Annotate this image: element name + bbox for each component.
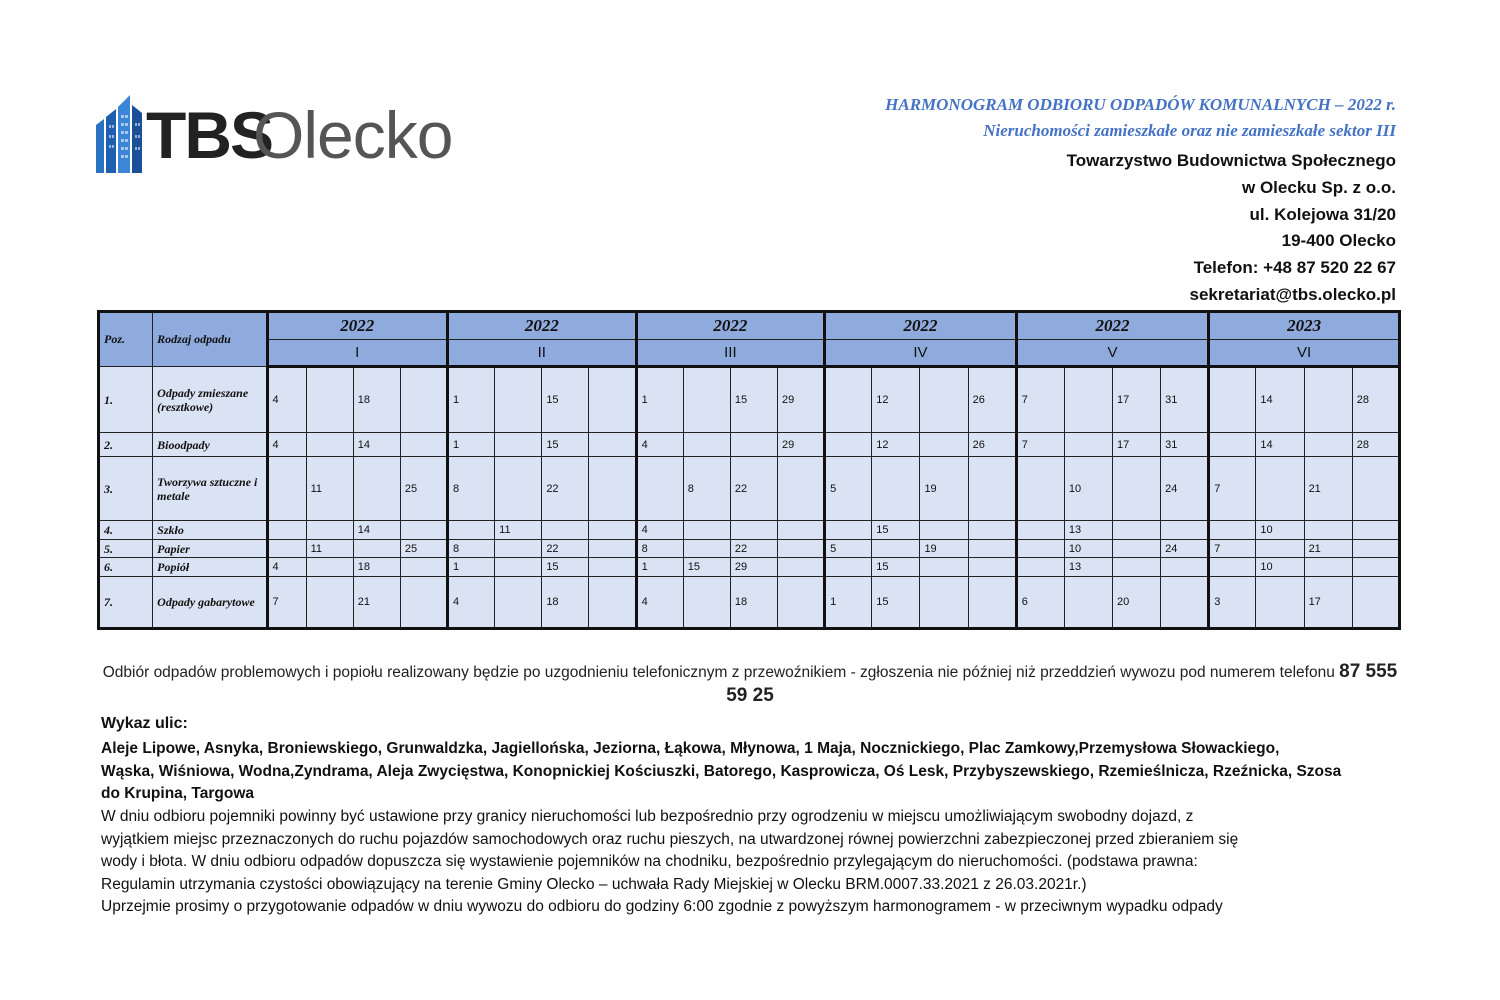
date-cell — [1113, 558, 1161, 577]
date-cell: 11 — [306, 540, 353, 558]
date-cell — [825, 558, 872, 577]
date-cell — [778, 457, 825, 521]
col-header-pos: Poz. — [99, 312, 153, 367]
date-cell: 5 — [825, 457, 872, 521]
date-cell — [968, 457, 1016, 521]
date-cell — [1113, 540, 1161, 558]
date-cell — [968, 521, 1016, 540]
notice-text: Odbiór odpadów problemowych i popiołu realizowany będzie po uzgodnieniu telefonicznym z przewoźnikiem - zgłoszenia nie później niż przeddzień wywozu pod numerem telefonu — [102, 664, 1335, 681]
date-cell — [1256, 457, 1304, 521]
year-header: 2022 — [636, 312, 825, 340]
date-cell: 22 — [542, 540, 589, 558]
date-cell — [589, 577, 636, 629]
date-cell — [1304, 433, 1352, 457]
date-cell — [920, 558, 968, 577]
collection-schedule-table — [97, 310, 1401, 630]
date-cell: 4 — [267, 558, 306, 577]
date-cell: 22 — [730, 540, 777, 558]
date-cell — [636, 457, 683, 521]
date-cell: 24 — [1161, 457, 1209, 521]
table-row — [99, 521, 1400, 540]
date-cell: 11 — [495, 521, 542, 540]
date-cell — [589, 521, 636, 540]
date-cell: 1 — [448, 558, 495, 577]
collection-rules-text: W dniu odbioru pojemniki powinny być ustawione przy granicy nieruchomości lub bezpośrednio przy ogrodzeniu w miejscu umożliwiającym swobodny dojazd, z wyjątkiem miejsc przeznaczonych do ruchu pojazdów samochodowych oraz ruchu pieszych, na utwardzonej równej powierzchni zabezpieczonej przed zbieraniem się wody i błota. W dniu odbioru odpadów dopuszcza się wystawienie pojemników na chodniku, bezpośrednio przylegającym do nieruchomości. (podstawa prawna: Regulamin utrzymania czystości obowiązujący na terenie Gminy Olecko – uchwała Rady Miejskiej w Olecku BRM.0007.33.2021 z 26.03.2021r.) Uprzejmie prosimy o przygotowanie odpadów w dniu wywozu do odbioru do godziny 6:00 zgodnie z powyższym harmonogramem - w przeciwnym wypadku odpady — [101, 808, 1239, 915]
date-cell — [920, 433, 968, 457]
logo-text-tbs: TBS — [146, 98, 272, 172]
table-row — [99, 540, 1400, 558]
date-cell — [872, 457, 920, 521]
date-cell: 1 — [636, 367, 683, 433]
date-cell: 7 — [267, 577, 306, 629]
streets-heading: Wykaz ulic: — [101, 715, 188, 732]
date-cell: 1 — [448, 367, 495, 433]
row-position: 3. — [99, 457, 153, 521]
date-cell — [306, 433, 353, 457]
date-cell: 29 — [730, 558, 777, 577]
date-cell — [589, 367, 636, 433]
table-row — [99, 577, 1400, 629]
row-position: 5. — [99, 540, 153, 558]
company-name-line1: Towarzystwo Budownictwa Społecznego — [1066, 151, 1396, 170]
date-cell — [589, 558, 636, 577]
date-cell: 10 — [1256, 558, 1304, 577]
date-cell — [267, 521, 306, 540]
date-cell: 31 — [1161, 367, 1209, 433]
date-cell: 15 — [730, 367, 777, 433]
date-cell: 28 — [1352, 433, 1399, 457]
row-position: 2. — [99, 433, 153, 457]
month-header: V — [1016, 340, 1209, 367]
date-cell: 8 — [448, 457, 495, 521]
date-cell — [778, 521, 825, 540]
date-cell — [920, 367, 968, 433]
date-cell — [1016, 521, 1064, 540]
date-cell: 25 — [400, 540, 447, 558]
date-cell — [1209, 521, 1256, 540]
date-cell: 15 — [542, 433, 589, 457]
date-cell — [400, 558, 447, 577]
date-cell: 14 — [1256, 433, 1304, 457]
company-contact-block — [896, 148, 1396, 309]
date-cell: 24 — [1161, 540, 1209, 558]
date-cell — [683, 367, 730, 433]
date-cell: 14 — [1256, 367, 1304, 433]
date-cell — [1209, 367, 1256, 433]
date-cell — [1064, 577, 1112, 629]
date-cell: 15 — [542, 558, 589, 577]
company-street: ul. Kolejowa 31/20 — [1249, 204, 1396, 224]
building-logo-icon — [96, 95, 146, 173]
date-cell: 26 — [968, 367, 1016, 433]
table-row — [99, 457, 1400, 521]
row-waste-type: Tworzywa sztuczne i metale — [153, 457, 267, 521]
date-cell: 7 — [1016, 433, 1064, 457]
date-cell: 15 — [683, 558, 730, 577]
date-cell: 10 — [1064, 457, 1112, 521]
date-cell — [400, 367, 447, 433]
date-cell — [400, 433, 447, 457]
date-cell — [683, 577, 730, 629]
date-cell — [968, 558, 1016, 577]
month-header: I — [267, 340, 448, 367]
date-cell: 6 — [1016, 577, 1064, 629]
date-cell — [1016, 457, 1064, 521]
col-header-waste-type: Rodzaj odpadu — [153, 312, 267, 367]
date-cell — [825, 367, 872, 433]
date-cell — [1256, 577, 1304, 629]
date-cell: 14 — [353, 521, 400, 540]
date-cell — [968, 540, 1016, 558]
year-header: 2022 — [1016, 312, 1209, 340]
date-cell — [495, 457, 542, 521]
date-cell — [1352, 457, 1399, 521]
date-cell — [778, 558, 825, 577]
date-cell — [306, 558, 353, 577]
date-cell — [1064, 433, 1112, 457]
company-email: sekretariat@tbs.olecko.pl — [1189, 284, 1396, 304]
date-cell — [267, 540, 306, 558]
date-cell: 1 — [825, 577, 872, 629]
company-phone: Telefon: +48 87 520 22 67 — [1193, 258, 1396, 278]
date-cell — [589, 457, 636, 521]
tbs-logo — [96, 95, 453, 175]
date-cell — [825, 521, 872, 540]
row-waste-type: Odpady zmieszane (resztkowe) — [153, 367, 267, 433]
date-cell: 19 — [920, 540, 968, 558]
date-cell — [495, 540, 542, 558]
date-cell — [400, 577, 447, 629]
table-row — [99, 558, 1400, 577]
table-row — [99, 367, 1400, 433]
date-cell — [1352, 540, 1399, 558]
schedule-subtitle: Nieruchomości zamieszkałe oraz nie zamieszkałe sektor III — [983, 121, 1396, 140]
date-cell — [872, 540, 920, 558]
date-cell: 3 — [1209, 577, 1256, 629]
date-cell — [1352, 521, 1399, 540]
date-cell — [495, 558, 542, 577]
date-cell: 21 — [1304, 457, 1352, 521]
date-cell: 8 — [636, 540, 683, 558]
year-header: 2023 — [1209, 312, 1400, 340]
date-cell — [920, 577, 968, 629]
date-cell — [1304, 521, 1352, 540]
date-cell — [306, 367, 353, 433]
date-cell: 29 — [778, 433, 825, 457]
notice-phone-number: 87 555 59 25 — [726, 661, 1398, 706]
date-cell: 17 — [1113, 367, 1161, 433]
date-cell: 4 — [636, 521, 683, 540]
company-postal-city: 19-400 Olecko — [1281, 231, 1396, 251]
date-cell — [1352, 577, 1399, 629]
date-cell: 5 — [825, 540, 872, 558]
year-header: 2022 — [267, 312, 448, 340]
year-header: 2022 — [825, 312, 1017, 340]
date-cell — [683, 540, 730, 558]
date-cell: 4 — [267, 433, 306, 457]
date-cell — [1209, 558, 1256, 577]
date-cell: 19 — [920, 457, 968, 521]
date-cell: 4 — [448, 577, 495, 629]
row-waste-type: Bioodpady — [153, 433, 267, 457]
date-cell: 18 — [542, 577, 589, 629]
date-cell — [1113, 457, 1161, 521]
date-cell: 10 — [1064, 540, 1112, 558]
date-cell — [1304, 558, 1352, 577]
date-cell: 26 — [968, 433, 1016, 457]
date-cell — [589, 433, 636, 457]
date-cell — [920, 521, 968, 540]
date-cell: 10 — [1256, 521, 1304, 540]
date-cell — [267, 457, 306, 521]
date-cell: 8 — [683, 457, 730, 521]
date-cell — [1064, 367, 1112, 433]
date-cell: 8 — [448, 540, 495, 558]
month-header: III — [636, 340, 825, 367]
date-cell — [400, 521, 447, 540]
date-cell: 18 — [353, 558, 400, 577]
date-cell — [1256, 540, 1304, 558]
streets-list: Aleje Lipowe, Asnyka, Broniewskiego, Grunwaldzka, Jagiellońska, Jeziorna, Łąkowa, Młynowa, 1 Maja, Nocznickiego, Plac Zamkowy,Przemysłowa Słowackiego, Wąska, Wiśniowa, Wodna,Zyndrama, Aleja Zwycięstwa, Konopnickiej Kościuszki, Batorego, Kasprowicza, Oś Lesk, Przybyszewskiego, Rzemieślnicza, Rzeźnicka, Szosa do Krupina, Targowa — [101, 740, 1342, 802]
date-cell: 1 — [636, 558, 683, 577]
month-header-row — [99, 340, 1400, 367]
date-cell: 22 — [730, 457, 777, 521]
date-cell — [448, 521, 495, 540]
date-cell — [730, 433, 777, 457]
date-cell: 17 — [1304, 577, 1352, 629]
date-cell — [1113, 521, 1161, 540]
date-cell: 20 — [1113, 577, 1161, 629]
date-cell: 28 — [1352, 367, 1399, 433]
date-cell — [825, 433, 872, 457]
date-cell: 21 — [1304, 540, 1352, 558]
date-cell: 14 — [353, 433, 400, 457]
date-cell: 22 — [542, 457, 589, 521]
year-header-row — [99, 312, 1400, 340]
logo-text-city: Olecko — [253, 98, 453, 172]
date-cell — [353, 457, 400, 521]
date-cell: 15 — [872, 521, 920, 540]
row-waste-type: Szkło — [153, 521, 267, 540]
date-cell — [1016, 558, 1064, 577]
date-cell: 12 — [872, 367, 920, 433]
row-waste-type: Papier — [153, 540, 267, 558]
date-cell: 29 — [778, 367, 825, 433]
date-cell: 4 — [636, 577, 683, 629]
row-position: 4. — [99, 521, 153, 540]
date-cell — [1016, 540, 1064, 558]
date-cell — [1352, 558, 1399, 577]
date-cell: 11 — [306, 457, 353, 521]
date-cell — [683, 433, 730, 457]
row-position: 1. — [99, 367, 153, 433]
month-header: VI — [1209, 340, 1400, 367]
date-cell: 21 — [353, 577, 400, 629]
date-cell: 4 — [267, 367, 306, 433]
date-cell: 15 — [872, 558, 920, 577]
schedule-title: HARMONOGRAM ODBIORU ODPADÓW KOMUNALNYCH – 2022 r. — [885, 95, 1396, 114]
date-cell — [495, 367, 542, 433]
date-cell: 15 — [872, 577, 920, 629]
date-cell: 7 — [1209, 540, 1256, 558]
month-header: IV — [825, 340, 1017, 367]
date-cell — [778, 577, 825, 629]
date-cell — [778, 540, 825, 558]
date-cell — [542, 521, 589, 540]
date-cell: 15 — [542, 367, 589, 433]
date-cell: 7 — [1016, 367, 1064, 433]
row-position: 6. — [99, 558, 153, 577]
row-position: 7. — [99, 577, 153, 629]
date-cell: 12 — [872, 433, 920, 457]
date-cell: 18 — [353, 367, 400, 433]
date-cell — [1161, 558, 1209, 577]
date-cell — [495, 577, 542, 629]
schedule-body — [99, 367, 1400, 629]
date-cell: 25 — [400, 457, 447, 521]
table-row — [99, 433, 1400, 457]
date-cell — [306, 577, 353, 629]
date-cell — [589, 540, 636, 558]
date-cell — [495, 433, 542, 457]
date-cell — [353, 540, 400, 558]
date-cell: 1 — [448, 433, 495, 457]
date-cell: 13 — [1064, 558, 1112, 577]
date-cell — [1161, 577, 1209, 629]
date-cell: 31 — [1161, 433, 1209, 457]
row-waste-type: Odpady gabarytowe — [153, 577, 267, 629]
date-cell — [968, 577, 1016, 629]
date-cell: 4 — [636, 433, 683, 457]
date-cell — [1304, 367, 1352, 433]
date-cell: 7 — [1209, 457, 1256, 521]
date-cell: 17 — [1113, 433, 1161, 457]
problem-waste-notice — [100, 660, 1400, 708]
date-cell — [1209, 433, 1256, 457]
date-cell: 13 — [1064, 521, 1112, 540]
date-cell — [683, 521, 730, 540]
date-cell: 18 — [730, 577, 777, 629]
month-header: II — [448, 340, 637, 367]
company-name-line2: w Olecku Sp. z o.o. — [1242, 177, 1396, 197]
year-header: 2022 — [448, 312, 637, 340]
date-cell — [306, 521, 353, 540]
date-cell — [1161, 521, 1209, 540]
row-waste-type: Popiół — [153, 558, 267, 577]
date-cell — [730, 521, 777, 540]
